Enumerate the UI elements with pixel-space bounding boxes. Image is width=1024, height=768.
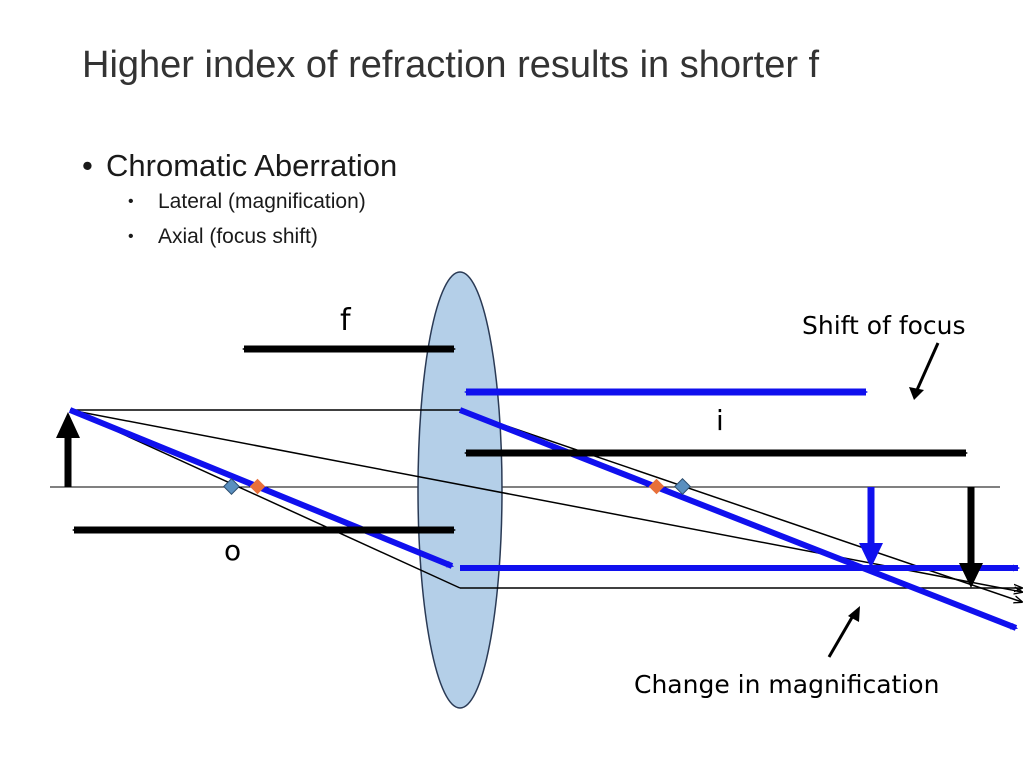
sub-bullet-dot: • xyxy=(128,228,134,245)
sub-bullet-dot: • xyxy=(128,193,134,210)
shift-of-focus-label: Shift of focus xyxy=(802,311,966,340)
bullet-dot: • xyxy=(82,148,93,183)
image-arrow-blue xyxy=(859,487,883,568)
slide-title: Higher index of refraction results in shorter f xyxy=(82,44,820,86)
image-arrow-black xyxy=(959,487,983,588)
change-in-magnification-label: Change in magnification xyxy=(634,670,940,699)
bullet-text: Chromatic Aberration xyxy=(106,148,398,183)
shift-of-focus-pointer xyxy=(909,343,938,400)
change-in-magnification-pointer xyxy=(829,606,860,657)
sub-bullet-text: Lateral (magnification) xyxy=(158,190,366,213)
o-label: o xyxy=(224,534,242,567)
i-label: i xyxy=(716,404,724,437)
sub-bullet-text: Axial (focus shift) xyxy=(158,225,318,248)
object-arrow xyxy=(56,412,80,487)
f-label: f xyxy=(340,303,351,338)
blue-rays xyxy=(70,410,1018,628)
